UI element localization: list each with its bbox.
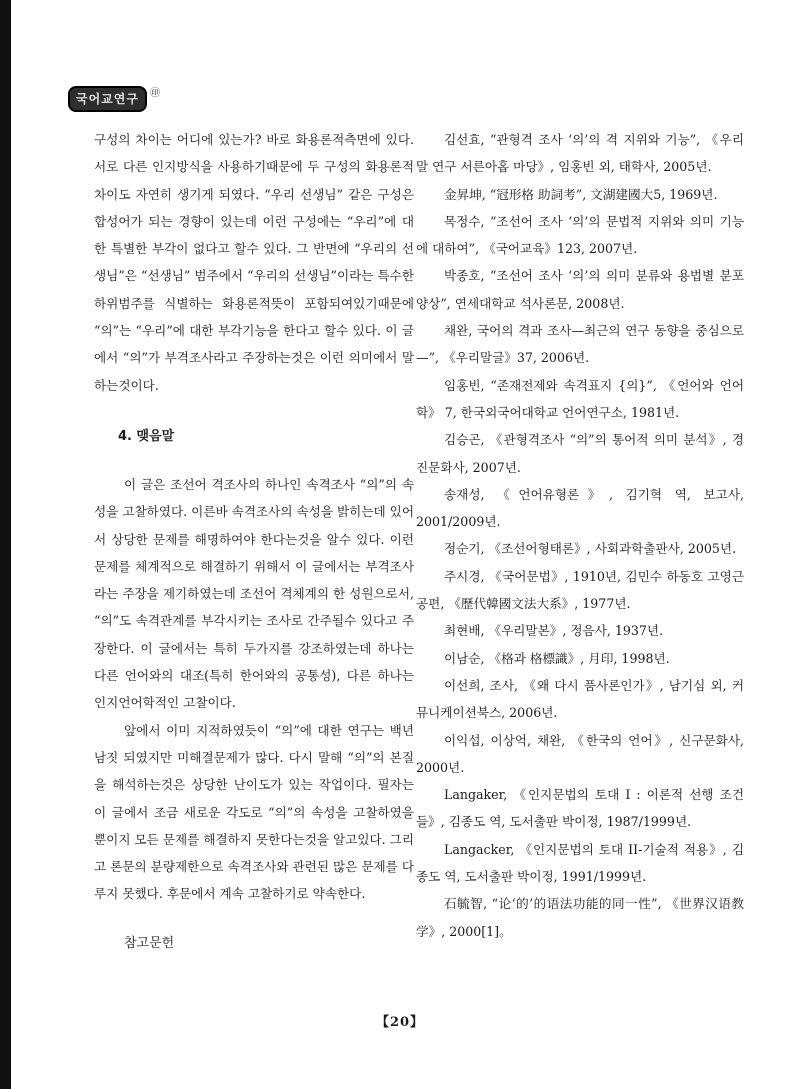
page-edge (0, 0, 11, 1089)
reference-entry: 김선효, “관형격 조사 ‘의’의 격 지위와 기능”, 《우리말 연구 서른아홉 마당》, 임홍빈 외, 태학사, 2005년. (416, 132, 744, 175)
reference-entry: 주시경, 《국어문법》, 1910년, 김민수 하동호 고영근 공편, 《歷代韓國文法大系》, 1977년. (416, 568, 744, 612)
reference-entry: 이남순, 《格과 格標識》, 月印, 1998년. (444, 650, 670, 666)
body-paragraph: 구성의 차이는 어디에 있는가? 바로 화용론적측면에 있다. 서로 다른 인지방식을 사용하기때문에 두 구성의 화용론적차이도 자연히 생기게 되였다. “우리 선생님” 같은 구성은 합성어가 되는 경향이 있는데 이런 구성에는 “우리”에 대한 특별한 부각이 없다고 할수 있다. 그 반면에 “우리의 선생님”은 “선생님” 범주에서 “우리의 선생님”이라는 특수한 하위범주를 식별하는 화용론적뜻이 포함되여있기때문에 “의”는 “우리”에 대한 부각기능을 한다고 할수 있다. 이 글에서 “의”가 부격조사라고 주장하는것은 이런 의미에서 말하는것이다. (94, 132, 414, 393)
right-column (416, 126, 744, 945)
reference-entry: 정순기, 《조선어형태론》, 사회과학출판사, 2005년. (444, 541, 737, 557)
body-paragraph: 앞에서 이미 지적하였듯이 “의”에 대한 연구는 백년남짓 되였지만 미해결문제가 많다. 다시 말해 “의”의 본질을 해석하는것은 상당한 난이도가 있는 작업이다. 필자는 이 글에서 조금 새로운 각도로 “의”의 속성을 고찰하였을뿐이지 모든 문제를 해결하지 못한다는것을 알고있다. 그리고 론문의 분량제한으로 속격조사와 관련된 많은 문제를 다루지 못했다. 후문에서 계속 고찰하기로 약속한다. (94, 722, 414, 902)
body-paragraph: 이 글은 조선어 격조사의 하나인 속격조사 “의”의 속성을 고찰하였다. 이른바 속격조사의 속성을 밝히는데 있어서 상당한 문제를 해명하여야 한다는것을 알수 있다. 이런 문제를 체계적으로 해결하기 위해서 이 글에서는 부격조사라는 주장을 제기하였는데 조선어 격체계의 한 성원으로서, “의”도 속격관계를 부각시키는 조사로 간주될수 있다고 주장한다. 이 글에서는 특히 두가지를 강조하였는데 하나는 다른 언어와의 대조(특히 한어와의 공통성), 다른 하나는 인지언어학적인 고찰이다. (94, 476, 414, 711)
reference-entry: 송재성, 《언어유형론》, 김기혁 역, 보고사, 2001/2009년. (416, 486, 744, 530)
reference-entry: 이선희, 조사, 《왜 다시 품사론인가》, 남기심 외, 커뮤니케이션북스, 2006년. (416, 677, 744, 721)
reference-entry: 石毓智, “论‘的’的语法功能的同一性”, 《世界汉语教学》, 2000[1]。 (416, 896, 744, 939)
reference-entry: Langacker, 《인지문법의 토대 II-기술적 적용》, 김종도 역, 도서출판 박이정, 1991/1999년. (416, 841, 744, 885)
reference-entry: 金昇坤, “冠形格 助詞考”, 文湖建國大5, 1969년. (444, 186, 718, 202)
reference-entry: 임홍빈, “존재전제와 속격표지 {의}”, 《언어와 언어학》 7, 한국외국어대학교 언어연구소, 1981년. (416, 377, 744, 420)
reference-entry: 채완, 국어의 격과 조사—최근의 연구 동향을 중심으로—”, 《우리말글》37, 2006년. (416, 323, 744, 366)
reference-entry: 최현배, 《우리말본》, 정음사, 1937년. (444, 623, 664, 639)
references-heading: 참고문헌 (124, 935, 175, 951)
reference-entry: 박종호, “조선어 조사 ‘의’의 의미 분류와 용법별 분포양상”, 연세대학교 석사론문, 2008년. (416, 268, 744, 311)
journal-header-badge: 국어교연구 (68, 86, 147, 112)
reference-entry: Langaker, 《인지문법의 토대 I : 이론적 선행 조건들》, 김종도 역, 도서출판 박이정, 1987/1999년. (416, 787, 744, 830)
page-number: 【20】 (375, 1015, 425, 1030)
header-seal-mark: ㊞ (150, 88, 160, 99)
reference-entry: 목정수, “조선어 조사 ‘의’의 문법적 지위와 의미 기능에 대하여”, 《국어교육》123, 2007년. (416, 213, 744, 257)
section-heading: 4. 맺음말 (118, 428, 175, 444)
reference-entry: 이익섭, 이상억, 채완, 《한국의 언어》, 신구문화사, 2000년. (416, 732, 744, 775)
left-column (94, 126, 414, 954)
reference-entry: 김승곤, 《관형격조사 “의”의 통어적 의미 분석》, 경진문화사, 2007년. (416, 432, 744, 475)
